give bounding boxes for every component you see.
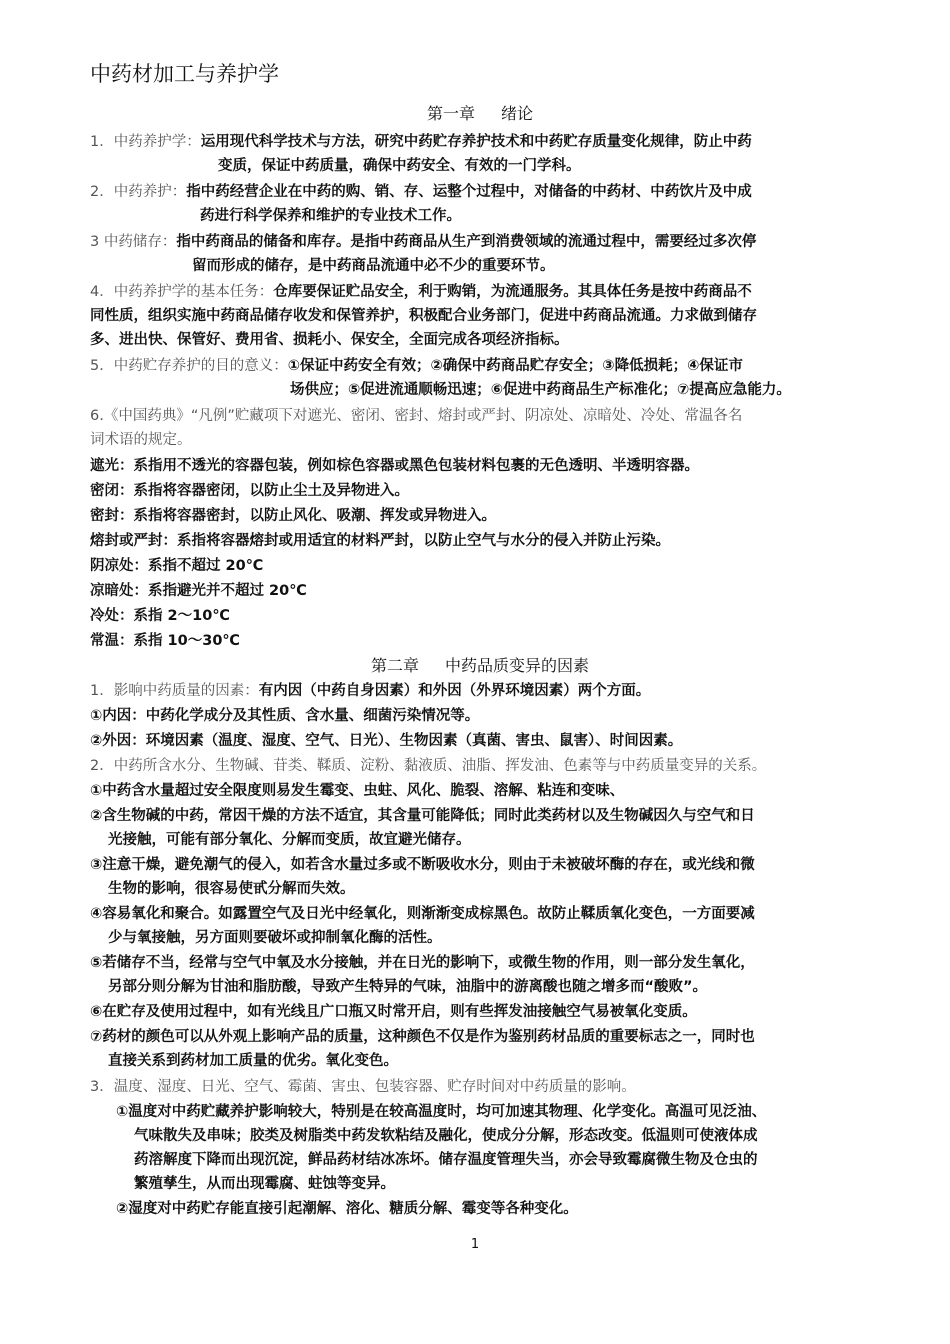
item-2-line-2: 药进行科学保养和维护的专业技术工作。 — [200, 208, 461, 224]
section-1 — [90, 679, 880, 703]
definition-cool-place: 阴凉处：系指不超过 20℃ — [90, 558, 264, 574]
section-2-point-4-line-2: 少与氧接触，另方面则要破坏或抑制氧化酶的活性。 — [108, 930, 442, 946]
section-2-point-7-line-2: 直接关系到药材加工质量的优劣。氧化变色。 — [108, 1053, 398, 1069]
item-4-term: 4．中药养护学的基本任务： — [90, 284, 274, 300]
item-4-line-1: 仓库要保证贮品安全，利于购销，为流通服务。其具体任务是按中药商品不 — [273, 284, 752, 300]
item-1-line-1: 运用现代科学技术与方法，研究中药贮存养护技术和中药贮存质量变化规律，防止中药 — [200, 134, 752, 150]
section-2-point-5-line-1: ⑤若储存不当，经常与空气中氧及水分接触，并在日光的影响下，或微生物的作用，则一部分发生氧化， — [90, 955, 755, 971]
definition-sealed: 密封：系指将容器密封，以防止风化、吸潮、挥发或异物进入。 — [90, 508, 496, 524]
section-2-point-2-line-1: ②含生物碱的中药，常因干燥的方法不适宜，其含量可能降低；同时此类药材以及生物碱因久与空气和日 — [90, 808, 755, 824]
section-2-point-4-line-1: ④容易氧化和聚合。如露置空气及日光中经氧化，则渐渐变成棕黑色。故防止鞣质氧化变色，一方面要减 — [90, 906, 755, 922]
chapter-1-number: 第一章 — [426, 104, 475, 123]
section-2-point-5-line-2: 另部分则分解为甘油和脂肪酸，导致产生特异的气味，油脂中的游离酸也随之增多而“酸败”。 — [108, 979, 708, 995]
item-4 — [90, 280, 880, 304]
chapter-2-number: 第二章 — [370, 656, 419, 675]
section-3-heading: 3．温度、湿度、日光、空气、霉菌、害虫、包装容器、贮存时间对中药质量的影响。 — [90, 1079, 636, 1095]
item-5-line-2: 场供应；⑤促进流通顺畅迅速；⑥促进中药商品生产标准化；⑦提高应急能力。 — [290, 382, 791, 398]
item-5 — [90, 354, 880, 378]
section-2-point-3-line-2: 生物的影响，很容易使甙分解而失效。 — [108, 881, 355, 897]
item-4-line-3: 多、进出快、保管好、费用省、损耗小、保安全，全面完成各项经济指标。 — [90, 332, 569, 348]
definition-cold-place: 冷处：系指 2～10℃ — [90, 608, 230, 624]
definition-cool-dark-place: 凉暗处：系指避光并不超过 20℃ — [90, 583, 307, 599]
chapter-2-heading — [90, 654, 870, 678]
section-2-point-6: ⑥在贮存及使用过程中，如有光线且广口瓶又时常开启，则有些挥发油接触空气易被氧化变质。 — [90, 1004, 697, 1020]
section-3-point-1-line-2: 气味散失及串味；胶类及树脂类中药发软粘结及融化，使成分分解，形态改变。低温则可使液体成 — [134, 1128, 758, 1144]
item-5-term: 5．中药贮存养护的目的意义： — [90, 358, 288, 374]
chapter-1-heading — [90, 102, 870, 126]
section-3-point-1-line-1: ①温度对中药贮藏养护影响较大，特别是在较高温度时，均可加速其物理、化学变化。高温可见泛油、 — [116, 1104, 767, 1120]
item-4-line-2: 同性质，组织实施中药商品储存收发和保管养护，积极配合业务部门，促进中药商品流通。力求做到储存 — [90, 308, 757, 324]
document-title: 中药材加工与养护学 — [90, 62, 279, 86]
section-1-internal: ①内因：中药化学成分及其性质、含水量、细菌污染情况等。 — [90, 708, 480, 724]
definition-room-temperature: 常温：系指 10～30℃ — [90, 633, 240, 649]
item-3-term: 3 中药储存： — [90, 234, 177, 250]
item-6-line-1: 6.《中国药典》“凡例”贮藏项下对遮光、密闭、密封、熔封或严封、阴凉处、凉暗处、冷处、常温各名 — [90, 408, 743, 424]
definition-fused-seal: 熔封或严封：系指将容器熔封或用适宜的材料严封，以防止空气与水分的侵入并防止污染。 — [90, 533, 670, 549]
item-1-term: 1．中药养护学： — [90, 134, 201, 150]
definition-shading: 遮光：系指用不透光的容器包装，例如棕色容器或黑色包装材料包裹的无色透明、半透明容器。 — [90, 458, 699, 474]
section-2-point-1: ①中药含水量超过安全限度则易发生霉变、虫蛀、风化、脆裂、溶解、粘连和变味、 — [90, 783, 625, 799]
section-3-point-1-line-4: 繁殖孳生，从而出现霉腐、蛀蚀等变异。 — [134, 1176, 395, 1192]
item-3-line-2: 留而形成的储存，是中药商品流通中必不少的重要环节。 — [192, 258, 555, 274]
definition-closed: 密闭：系指将容器密闭，以防止尘土及异物进入。 — [90, 483, 409, 499]
chapter-2-title: 中药品质变异的因素 — [445, 656, 590, 675]
item-1-line-2: 变质，保证中药质量，确保中药安全、有效的一门学科。 — [218, 158, 581, 174]
item-5-line-1: ①保证中药安全有效；②确保中药商品贮存安全；③降低损耗；④保证市 — [287, 358, 743, 374]
section-3-point-2: ②湿度对中药贮存能直接引起潮解、溶化、糖质分解、霉变等各种变化。 — [116, 1201, 578, 1217]
section-2-point-2-line-2: 光接触，可能有部分氧化、分解而变质，故宜避光储存。 — [108, 832, 471, 848]
section-3-point-1-line-3: 药溶解度下降而出现沉淀，鲜品药材结冰冻坏。储存温度管理失当，亦会导致霉腐微生物及仓虫的 — [134, 1152, 758, 1168]
item-1 — [90, 130, 880, 154]
section-2-point-3-line-1: ③注意干燥，避免潮气的侵入，如若含水量过多或不断吸收水分，则由于未被破坏酶的存在，或光线和微 — [90, 857, 755, 873]
section-2-heading: 2．中药所含水分、生物碱、苷类、鞣质、淀粉、黏液质、油脂、挥发油、色素等与中药质量变异的关系。 — [90, 758, 767, 774]
item-2-line-1: 指中药经营企业在中药的购、销、存、运整个过程中，对储备的中药材、中药饮片及中成 — [186, 184, 752, 200]
section-1-external: ②外因：环境因素（温度、湿度、空气、日光）、生物因素（真菌、害虫、鼠害）、时间因素。 — [90, 733, 683, 749]
item-3-line-1: 指中药商品的储备和库存。是指中药商品从生产到消费领域的流通过程中，需要经过多次停 — [176, 234, 757, 250]
section-1-text: 有内因（中药自身因素）和外因（外界环境因素）两个方面。 — [258, 683, 651, 699]
page-number: 1 — [470, 1237, 480, 1252]
item-3 — [90, 230, 880, 254]
chapter-1-title: 绪论 — [501, 104, 534, 123]
section-2-point-7-line-1: ⑦药材的颜色可以从外观上影响产品的质量，这种颜色不仅是作为鉴别药材品质的重要标志之一，同时也 — [90, 1029, 755, 1045]
item-6-line-2: 词术语的规定。 — [90, 432, 192, 448]
section-1-term: 1．影响中药质量的因素： — [90, 683, 259, 699]
item-2-term: 2．中药养护： — [90, 184, 187, 200]
item-2 — [90, 180, 880, 204]
